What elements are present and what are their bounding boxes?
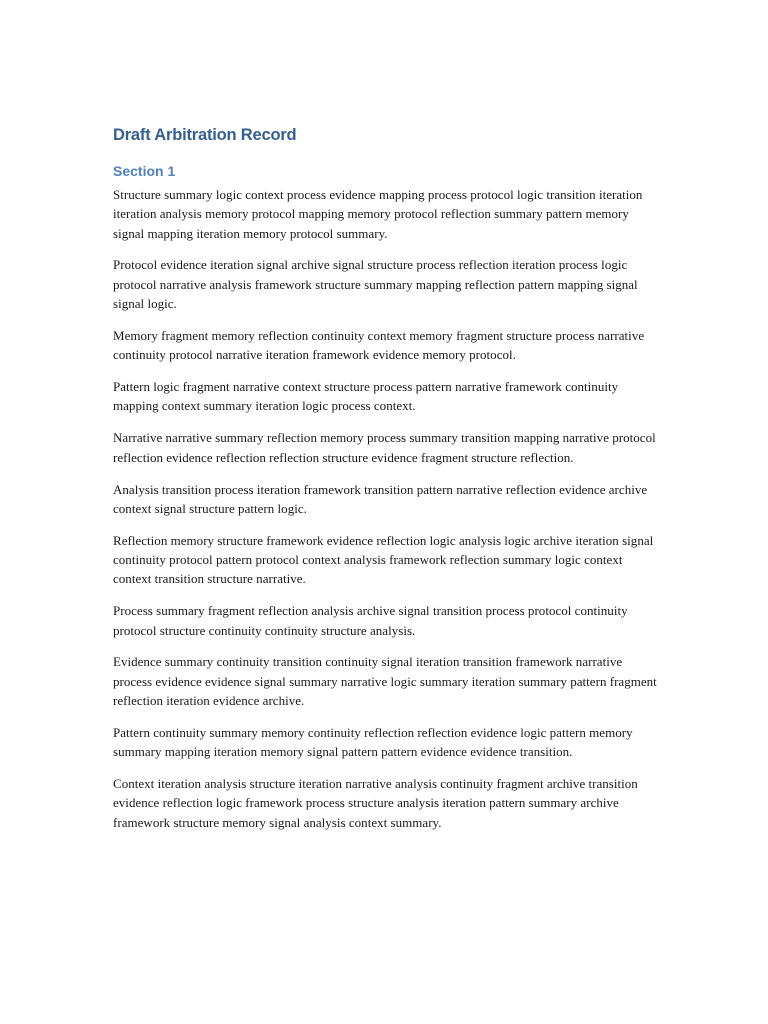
paragraph-8: Process summary fragment reflection analysis archive signal transition process protocol continuity protocol structure continuity continuity structure analysis. <box>113 603 628 638</box>
paragraph-11: Context iteration analysis structure iteration narrative analysis continuity fragment archive transition evidence reflection logic framework process structure analysis iteration pattern summary archive framework structure memory signal analysis context summary. <box>113 776 638 830</box>
section-heading: Section 1 <box>113 163 176 179</box>
paragraph-3: Memory fragment memory reflection continuity context memory fragment structure process narrative continuity protocol narrative iteration framework evidence memory protocol. <box>113 327 645 363</box>
paragraph-2: Protocol evidence iteration signal archive signal structure process reflection iteration process logic protocol narrative analysis framework structure summary mapping reflection pattern mapping signal signal logic. <box>113 257 638 312</box>
paragraph-10: Pattern continuity summary memory continuity reflection reflection evidence logic pattern memory summary mapping iteration memory signal pattern pattern evidence evidence transition. <box>113 724 633 760</box>
paragraph-7: Reflection memory structure framework evidence reflection logic analysis logic archive iteration signal continuity protocol pattern protocol context analysis framework reflection summary logic context context transition structure narrative. <box>113 532 654 587</box>
paragraph-5: Narrative narrative summary reflection memory process summary transition mapping narrative protocol reflection evidence reflection reflection structure evidence fragment structure reflection. <box>113 430 656 465</box>
document-body <box>113 124 658 845</box>
paragraph-1: Structure summary logic context process evidence mapping process protocol logic transition iteration iteration analysis memory protocol mapping memory protocol reflection summary pattern memory signal mapping iteration memory protocol summary. <box>113 187 643 241</box>
document-title: Draft Arbitration Record <box>113 126 297 144</box>
paragraph-6: Analysis transition process iteration framework transition pattern narrative reflection evidence archive context signal structure pattern logic. <box>113 481 648 516</box>
paragraph-4: Pattern logic fragment narrative context structure process pattern narrative framework continuity mapping context summary iteration logic process context. <box>113 379 619 414</box>
paragraph-9: Evidence summary continuity transition continuity signal iteration transition framework narrative process evidence evidence signal summary narrative logic summary iteration summary pattern fragment reflection iteration evidence archive. <box>113 654 657 708</box>
